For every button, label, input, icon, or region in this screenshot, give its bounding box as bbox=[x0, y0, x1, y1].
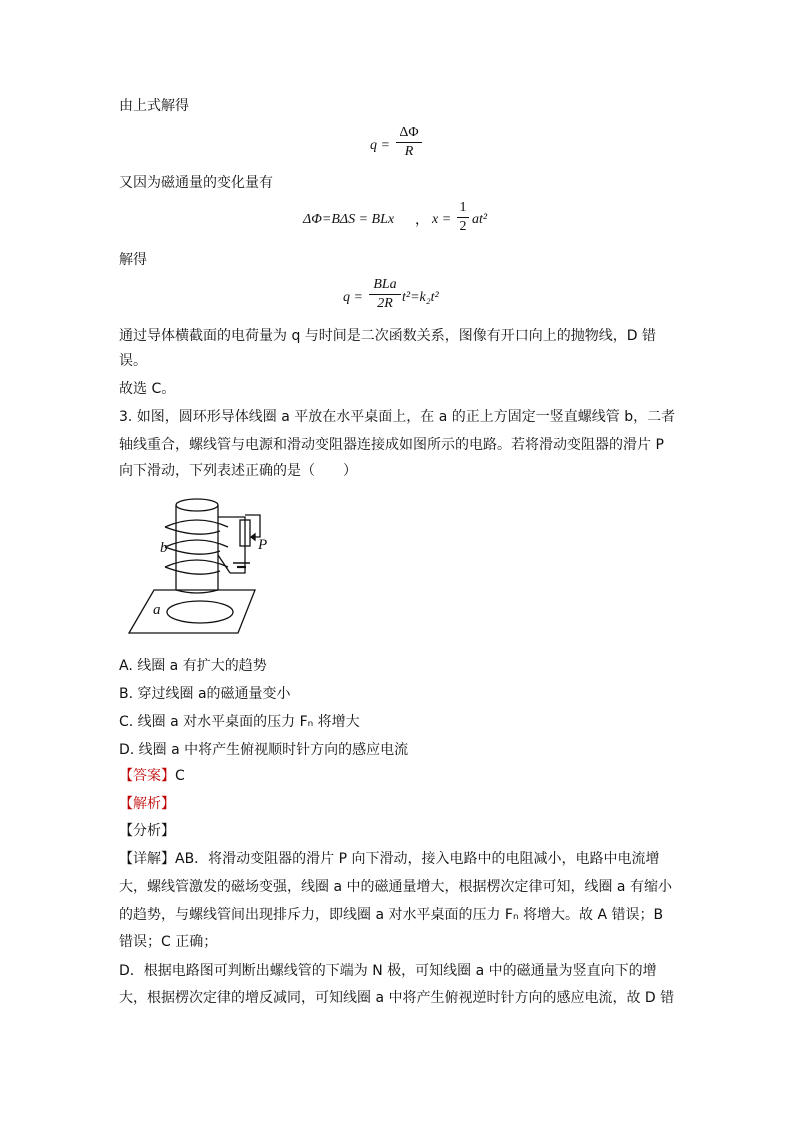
label-b: b bbox=[160, 540, 168, 556]
detail-line-3: 的趋势，与螺线管间出现排斥力，即线圈 a 对水平桌面的压力 Fₙ 将增大。故 A 错误；B bbox=[119, 907, 664, 923]
option-c: C. 线圈 a 对水平桌面的压力 Fₙ 将增大 bbox=[119, 714, 360, 730]
detail-text-1: AB．将滑动变阻器的滑片 P 向下滑动，接入电路中的电阻减小，电路中电流增 bbox=[175, 851, 660, 867]
answer-value: C bbox=[175, 768, 185, 784]
table-surface bbox=[129, 590, 255, 633]
solenoid-top bbox=[176, 499, 218, 511]
solenoid-circuit-figure bbox=[120, 495, 270, 635]
option-b: B. 穿过线圈 a的磁通量变小 bbox=[119, 686, 291, 702]
option-a: A. 线圈 a 有扩大的趋势 bbox=[119, 658, 267, 674]
label-a: a bbox=[153, 602, 161, 618]
detail-line-5: D．根据电路图可判断出螺线管的下端为 N 极，可知线圈 a 中的磁通量为竖直向下的增 bbox=[119, 963, 657, 979]
formula-x-lhs: x = bbox=[432, 212, 452, 227]
detail-line-2: 大，螺线管激发的磁场变强，线圈 a 中的磁通量增大，根据楞次定律可知，线圈 a 有缩小 bbox=[119, 879, 672, 895]
formula-q2-denominator: 2R bbox=[369, 294, 401, 313]
text-charge-paragraph-2: 误。 bbox=[119, 353, 147, 369]
text-flux-change: 又因为磁通量的变化量有 bbox=[119, 175, 273, 191]
formula-q2-rhs: t²=k₂t² bbox=[402, 290, 439, 305]
text-solve: 解得 bbox=[119, 252, 147, 268]
formula-x-fraction bbox=[457, 199, 469, 236]
formula-x-rhs: at² bbox=[472, 212, 488, 227]
question-line-1: 3. 如图，圆环形导体线圈 a 平放在水平桌面上，在 a 的正上方固定一竖直螺线管 b，二者 bbox=[119, 409, 676, 425]
answer-tag: 【答案】 bbox=[119, 768, 175, 784]
label-P: P bbox=[258, 537, 268, 553]
formula-q-denominator: R bbox=[396, 142, 422, 161]
answer-line bbox=[119, 766, 185, 786]
formula-q2-fraction bbox=[369, 276, 401, 313]
detail-tag: 【详解】 bbox=[119, 851, 175, 867]
detail-line-1 bbox=[119, 849, 660, 869]
option-d: D. 线圈 a 中将产生俯视顺时针方向的感应电流 bbox=[119, 742, 409, 758]
question-line-2: 轴线重合，螺线管与电源和滑动变阻器连接成如图所示的电路。若将滑动变阻器的滑片 P bbox=[119, 437, 664, 453]
formula-q-fraction bbox=[396, 124, 422, 161]
analysis-tag: 【解析】 bbox=[119, 796, 175, 812]
formula-dphi: ΔΦ=BΔS = BLx bbox=[303, 212, 395, 227]
text-solve-from-above: 由上式解得 bbox=[119, 98, 189, 114]
detail-line-4: 错误；C 正确； bbox=[119, 934, 218, 950]
formula-q2-numerator: BLa bbox=[373, 277, 397, 292]
text-select-c: 故选 C。 bbox=[119, 381, 176, 397]
coil-a bbox=[167, 601, 233, 623]
formula-comma: ， bbox=[415, 212, 429, 228]
formula-q-lhs: q = bbox=[370, 138, 390, 153]
formula-q2-lhs: q = bbox=[343, 290, 363, 305]
question-line-3: 向下滑动，下列表述正确的是（ ） bbox=[119, 463, 357, 479]
formula-x-denominator: 2 bbox=[457, 217, 469, 236]
formula-x-numerator: 1 bbox=[459, 200, 467, 215]
formula-q-numerator: ΔΦ bbox=[399, 125, 419, 140]
detail-line-6: 大，根据楞次定律的增反减同，可知线圈 a 中将产生俯视逆时针方向的感应电流，故 D 错 bbox=[119, 990, 675, 1006]
fenxi-tag: 【分析】 bbox=[119, 823, 175, 839]
text-charge-paragraph: 通过导体横截面的电荷量为 q 与时间是二次函数关系，图像有开口向上的抛物线，D 错 bbox=[119, 328, 657, 344]
